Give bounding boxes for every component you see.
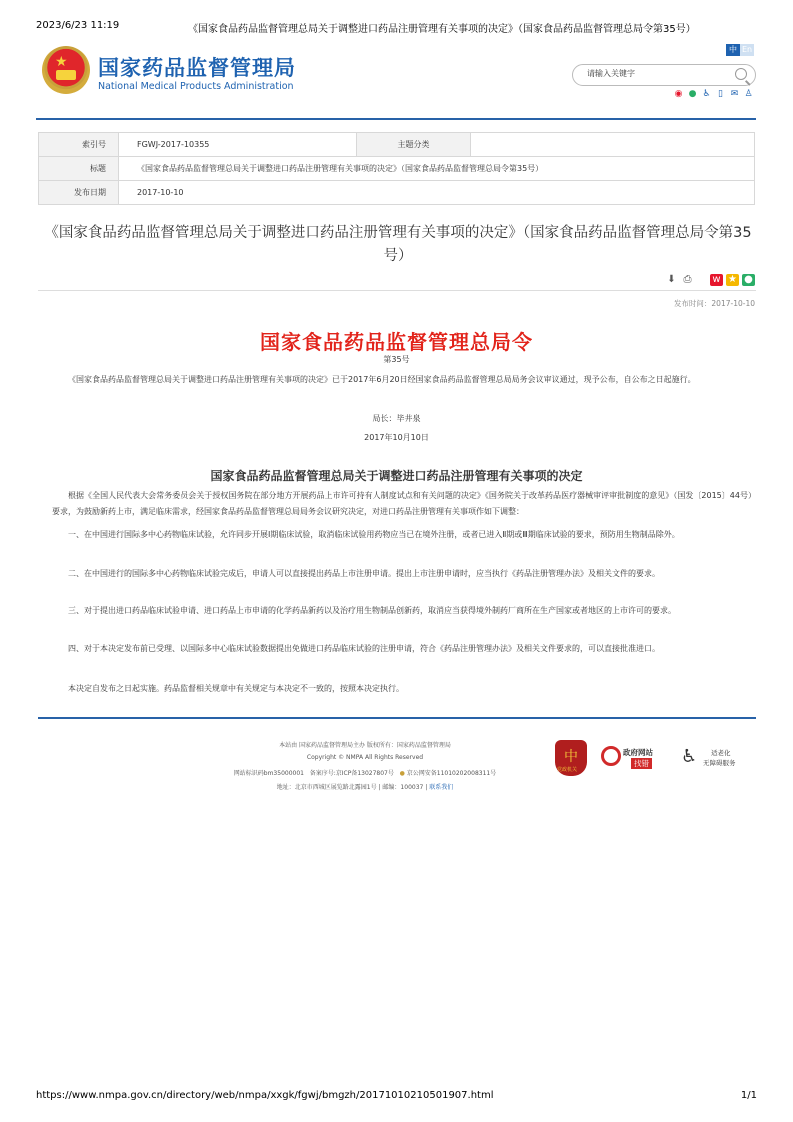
sign-date: 2017年10月10日 <box>364 433 429 442</box>
paragraph: 本决定自发布之日起实施。药品监督相关规章中有关规定与本决定不一致的，按照本决定执行。 <box>68 684 404 693</box>
qzone-share-icon[interactable]: ★ <box>726 274 739 286</box>
party-gov-badge[interactable] <box>555 740 587 776</box>
user-icon[interactable]: ♙ <box>744 89 753 99</box>
print-url: https://www.nmpa.gov.cn/directory/web/nmpa/xxgk/fgwj/bmgzh/20171010210501907.html <box>36 1090 494 1101</box>
table-row <box>39 157 755 181</box>
elderly-mode-label: 适老化 <box>711 749 731 757</box>
site-name-en: National Medical Products Administration <box>98 81 294 92</box>
search-box <box>572 64 756 86</box>
date-label: 发布日期 <box>39 181 119 205</box>
weibo-icon[interactable]: ◉ <box>674 89 683 99</box>
footer-records <box>200 768 530 777</box>
lang-en-button[interactable]: En <box>741 45 753 54</box>
table-row <box>39 181 755 205</box>
paragraph: 二、在中国进行的国际多中心药物临床试验完成后，申请人可以直接提出药品上市注册申请。提出上市注册申请时，应当执行《药品注册管理办法》及相关文件的要求。 <box>68 569 660 578</box>
download-icon[interactable]: ⬇ <box>667 274 676 285</box>
accessibility-service[interactable] <box>681 746 753 772</box>
title-label: 标题 <box>39 157 119 181</box>
title-value: 《国家食品药品监督管理总局关于调整进口药品注册管理有关事项的决定》（国家食品药品监督管理总局令第35号） <box>119 157 755 181</box>
gov-site-label: 政府网站 <box>623 748 653 757</box>
table-row <box>39 133 755 157</box>
header-divider <box>36 118 756 120</box>
footer-copyright: Copyright © NMPA All Rights Reserved <box>306 754 424 761</box>
lang-zh-button[interactable]: 中 <box>726 44 740 56</box>
share-icons <box>673 89 754 100</box>
decision-title: 国家食品药品监督管理总局关于调整进口药品注册管理有关事项的决定 <box>210 469 583 483</box>
paragraph: 三、对于提出进口药品临床试验申请、进口药品上市申请的化学药品新药以及治疗用生物制品创新药，取消应当获得境外制药厂商所在生产国家或者地区的上市许可的要求。 <box>68 606 676 615</box>
address: 地址：北京市西城区展览路北露园1号 | 邮编：100037 | <box>276 784 428 791</box>
article-title: 《国家食品药品监督管理总局关于调整进口药品注册管理有关事项的决定》（国家食品药品监督管理总局令第35号） <box>44 225 752 264</box>
police-badge-icon: ● <box>399 770 405 777</box>
wechat-icon[interactable]: ● <box>688 89 697 99</box>
index-label: 索引号 <box>39 133 119 157</box>
publish-time: 发布时间：2017-10-10 <box>673 299 755 308</box>
icp-record[interactable]: 备案序号:京ICP备13027807号 <box>309 770 394 777</box>
article-tools <box>665 274 755 286</box>
mobile-icon[interactable]: ▯ <box>718 89 723 99</box>
paragraph: 四、对于本决定发布前已受理、以国际多中心临床试验数据提出免做进口药品临床试验的注册申请，符合《药品注册管理办法》及相关文件要求的，可以直接批准进口。 <box>68 644 660 653</box>
print-page-title: 《国家食品药品监督管理总局关于调整进口药品注册管理有关事项的决定》（国家食品药品监督管理总局令第35号） <box>188 24 696 35</box>
search-input[interactable] <box>587 69 727 78</box>
print-datetime: 2023/6/23 11:19 <box>36 20 120 31</box>
print-header <box>36 20 757 34</box>
index-value: FGWJ-2017-10355 <box>119 133 357 157</box>
accessibility-icon: ♿ <box>681 746 698 767</box>
party-emblem-icon: 中 <box>564 749 578 765</box>
category-value <box>471 133 755 157</box>
police-record[interactable]: 京公网安备11010202008311号 <box>406 770 497 777</box>
category-label: 主题分类 <box>357 133 471 157</box>
paragraph: 根据《全国人民代表大会常务委员会关于授权国务院在部分地方开展药品上市许可持有人制度试点和有关问题的决定》《国务院关于改革药品医疗器械审评审批制度的意见》（国发〔2015〕44号）要求，为鼓励新药上市，满足临床需求，经国家食品药品监督管理总局局务会议研究决定，对进口药品注册管理有关事项作如下调整： <box>52 491 756 516</box>
order-title: 国家食品药品监督管理总局令 <box>260 330 533 354</box>
pub-divider <box>38 290 756 291</box>
print-page-number: 1/1 <box>740 1090 757 1101</box>
mail-icon[interactable]: ✉ <box>730 89 739 99</box>
national-emblem-logo[interactable] <box>42 46 90 94</box>
site-id: 网站标识码bm35000001 <box>233 770 304 777</box>
weibo-share-icon[interactable]: w <box>710 274 723 286</box>
gov-site-icon <box>601 746 621 766</box>
star-icon: ★ <box>55 54 68 70</box>
footer-address <box>200 782 530 791</box>
info-table <box>38 132 755 205</box>
contact-link[interactable]: 联系我们 <box>429 784 454 791</box>
accessibility-icon[interactable]: ♿ <box>702 89 711 99</box>
gate-icon <box>56 70 76 80</box>
search-icon[interactable] <box>735 68 747 80</box>
wechat-share-icon[interactable]: ● <box>742 274 755 286</box>
site-name[interactable]: 国家药品监督管理局 <box>98 56 296 80</box>
site-header <box>38 42 756 114</box>
language-switch <box>726 44 754 56</box>
order-number: 第35号 <box>383 355 410 364</box>
report-error-label: 找错 <box>631 758 652 769</box>
footer-sponsor: 本站由 国家药品监督管理局主办 版权所有：国家药品监督管理局 <box>279 742 451 749</box>
order-intro: 《国家食品药品监督管理总局关于调整进口药品注册管理有关事项的决定》已于2017年6月20日经国家食品药品监督管理总局局务会议审议通过，现予公布，自公布之日起施行。 <box>68 375 696 384</box>
date-value: 2017-10-10 <box>119 181 755 205</box>
print-icon[interactable]: ⎙ <box>683 274 692 285</box>
signer: 局长：毕井泉 <box>372 414 421 423</box>
party-gov-label: 党政机关 <box>557 767 578 773</box>
accessibility-label: 无障碍服务 <box>703 759 736 767</box>
print-footer <box>36 1090 757 1104</box>
gov-site-error-report[interactable] <box>601 746 665 772</box>
footer-divider <box>38 717 756 719</box>
paragraph: 一、在中国进行国际多中心药物临床试验，允许同步开展Ⅰ期临床试验，取消临床试验用药物应当已在境外注册，或者已进入Ⅱ期或Ⅲ期临床试验的要求，预防用生物制品除外。 <box>68 530 680 539</box>
